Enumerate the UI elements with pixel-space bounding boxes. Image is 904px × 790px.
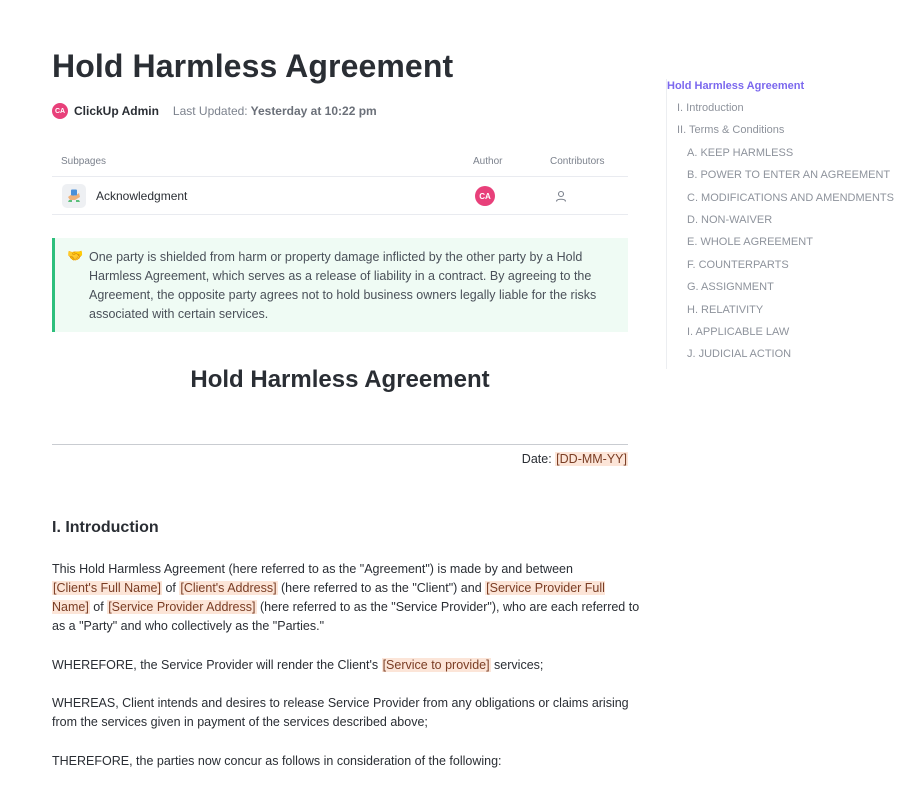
- date-line: [52, 452, 628, 466]
- acknowledgment-icon: [62, 184, 86, 208]
- section-heading-introduction: I. Introduction: [52, 519, 159, 536]
- toc-item[interactable]: A. KEEP HARMLESS: [687, 147, 794, 159]
- toc-item[interactable]: Hold Harmless Agreement: [667, 80, 805, 92]
- client-address-placeholder[interactable]: [Client's Address]: [180, 581, 277, 595]
- toc-item[interactable]: F. COUNTERPARTS: [687, 259, 789, 271]
- divider: [52, 444, 628, 445]
- subpage-title[interactable]: Acknowledgment: [96, 189, 188, 203]
- wherefore-text-1: WHEREFORE, the Service Provider will render the Client's: [52, 658, 382, 672]
- subpages-header: [52, 150, 628, 177]
- user-icon: [555, 189, 567, 207]
- whereas-paragraph: WHEREAS, Client intends and desires to release Service Provider from any obligations or claims arising from the services given in payment of the services described above;: [52, 696, 629, 729]
- intro-text-5: (here referred to as the "Service Provider"), who are each referred to as a "Party" and who collectively as the "Parties.": [52, 600, 640, 633]
- client-name-placeholder[interactable]: [Client's Full Name]: [53, 581, 161, 595]
- date-placeholder[interactable]: [DD-MM-YY]: [556, 452, 627, 466]
- toc-item[interactable]: B. POWER TO ENTER AN AGREEMENT: [687, 169, 891, 181]
- toc-item[interactable]: II. Terms & Conditions: [677, 124, 785, 136]
- intro-text-2: of: [161, 581, 180, 595]
- contributors-column-header: Contributors: [550, 156, 605, 167]
- subpage-author-avatar[interactable]: CA: [475, 186, 495, 206]
- page-meta: [52, 102, 377, 120]
- handshake-icon: 🤝: [67, 248, 84, 263]
- toc-item[interactable]: E. WHOLE AGREEMENT: [687, 236, 813, 248]
- toc-item[interactable]: G. ASSIGNMENT: [687, 281, 774, 293]
- toc-item[interactable]: I. Introduction: [677, 102, 744, 114]
- callout-text: One party is shielded from harm or property damage inflicted by the other party by a Hold Harmless Agreement, which serves as a release of liability in a contract. By agreeing to the Agreement, the opposite party agrees not to hold business owners legally liable for the risks associated with certain services.: [89, 250, 597, 321]
- intro-text-3: (here referred to as the "Client") and: [277, 581, 486, 595]
- callout-block: [52, 238, 628, 332]
- toc-item[interactable]: C. MODIFICATIONS AND AMENDMENTS: [687, 192, 894, 204]
- page-title: Hold Harmless Agreement: [52, 48, 454, 84]
- service-placeholder[interactable]: [Service to provide]: [382, 658, 490, 672]
- date-label: Date:: [521, 452, 552, 466]
- document-heading: Hold Harmless Agreement: [190, 366, 490, 393]
- wherefore-paragraph: [52, 656, 642, 675]
- last-updated-label: Last Updated:: [172, 104, 248, 118]
- last-updated-value: Yesterday at 10:22 pm: [250, 104, 377, 118]
- subpages-table: [52, 150, 628, 215]
- toc-item[interactable]: I. APPLICABLE LAW: [687, 326, 790, 338]
- author-column-header: Author: [473, 156, 503, 167]
- subpages-column-header: Subpages: [61, 156, 107, 167]
- therefore-paragraph: THEREFORE, the parties now concur as follows in consideration of the following:: [52, 754, 502, 768]
- intro-text-1: This Hold Harmless Agreement (here referred to as the "Agreement") is made by and between: [52, 562, 573, 576]
- provider-address-placeholder[interactable]: [Service Provider Address]: [108, 600, 256, 614]
- toc-item[interactable]: H. RELATIVITY: [687, 304, 764, 316]
- intro-paragraph: [52, 560, 642, 636]
- provider-name-placeholder[interactable]: [Service Provider Full Name]: [52, 581, 605, 614]
- wherefore-text-2: services;: [490, 658, 544, 672]
- author-avatar[interactable]: CA: [52, 103, 68, 119]
- subpage-row[interactable]: [52, 177, 628, 215]
- intro-text-4: of: [89, 600, 108, 614]
- toc-item[interactable]: J. JUDICIAL ACTION: [687, 348, 792, 360]
- author-name[interactable]: ClickUp Admin: [74, 104, 159, 118]
- toc-item[interactable]: D. NON-WAIVER: [687, 214, 773, 226]
- table-of-contents: [666, 79, 894, 369]
